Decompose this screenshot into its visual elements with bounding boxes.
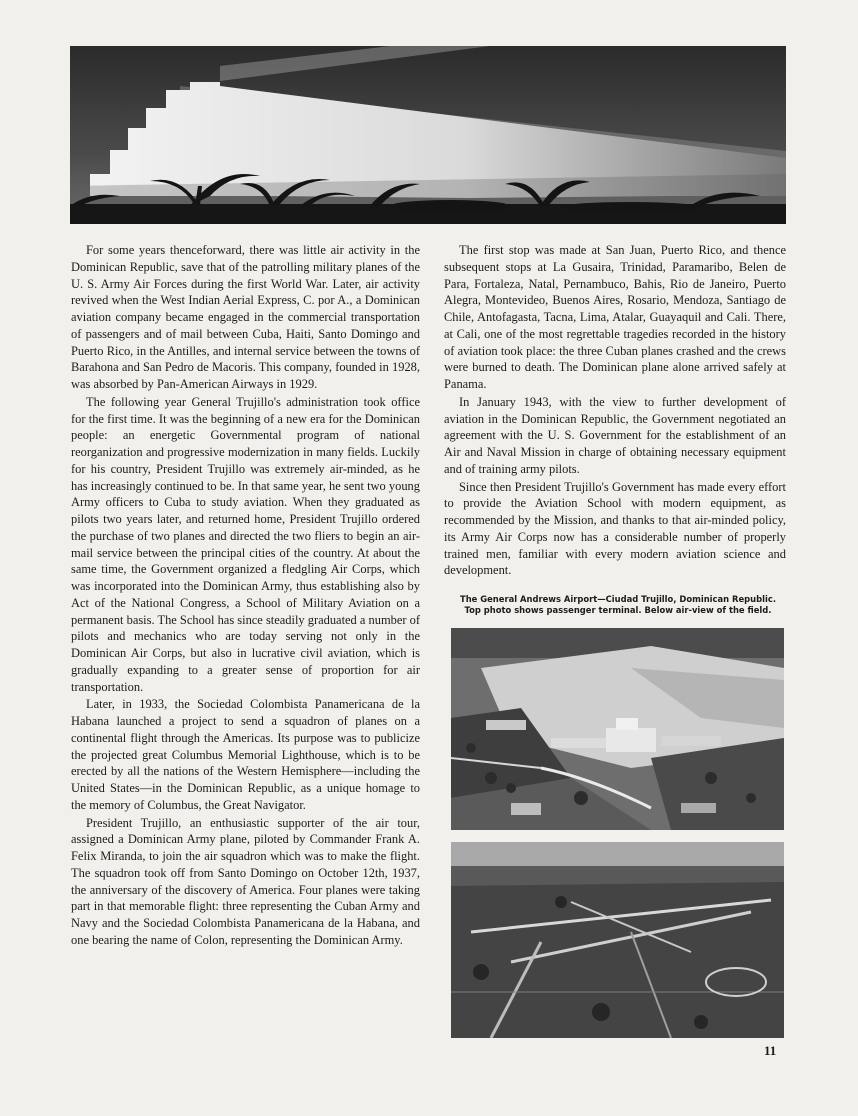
- field-aerial-image: [451, 842, 784, 1038]
- paragraph: The first stop was made at San Juan, Puerto Rico, and thence subsequent stops at La Gusaira, Trinidad, Paramaribo, Belen de Para, Fortaleza, Natal, Pernambuco, Bahis, Rio de Janeiro, Puerto Alegra, Montevideo, Buenos Aires, Rosario, Mendoza, Santiago de Chile, Antofagasta, Tacna, Lima, Atalar, Guayaquil and Cali. There, at Cali, one of the most regrettable tragedies recorded in the history of aviation took place: the three Cuban planes crashed and the crews were burned to death. The Dominican plane alone arrived safely at Panama.: [444, 243, 786, 391]
- lighthouse-palms-image: [70, 46, 786, 224]
- paragraph: For some years thenceforward, there was little air activity in the Dominican Republic, save that of the patrolling military planes of the U. S. Army Air Forces during the first World War. Later, air activity revived when the West Indian Aerial Express, C. por A., a Dominican aviation company became engaged in the commercial transportation of passengers and of mail between Cuba, Haiti, Santo Domingo and Puerto Rico, in the Antilles, and internal service between the towns of Barahona and San Pedro de Macoris. This company, founded in 1928, was absorbed by Pan-American Airways in 1929.: [71, 243, 420, 391]
- terminal-aerial-image: [451, 628, 784, 830]
- caption-line: The General Andrews Airport—Ciudad Trujillo, Dominican Republic.: [459, 594, 776, 604]
- caption-line: Top photo shows passenger terminal. Below air-view of the field.: [464, 605, 772, 615]
- left-column: [71, 242, 420, 950]
- right-column: [444, 242, 786, 580]
- terminal-photo: [451, 628, 784, 830]
- field-photo: [451, 842, 784, 1038]
- paragraph: Since then President Trujillo's Government has made every effort to provide the Aviation School with modern equipment, as recommended by the Mission, and thanks to that air-minded policy, its Army Air Corps now has a considerable number of properly trained men, familiar with every modern aviation science and development.: [444, 479, 786, 578]
- header-photo: [70, 46, 786, 224]
- paragraph: The following year General Trujillo's administration took office for the first time. It was the beginning of a new era for the Dominican people: an energetic Governmental program of national reorganization and progressive modernization in many fields. Luckily for his country, President Trujillo was extremely air-minded, as he has increasingly continued to be. In that same year, he sent two young Army officers to Cuba to study aviation. When they graduated as pilots two years later, and returned home, President Trujillo ordered the purchase of two planes and directed the two fliers to begin an air-mail service between the principal cities of the country. At about the same time, the Government organized a fledgling Air Corps, which was incorporated into the Dominican Army, thus establishing also by Act of the National Congress, a School of Military Aviation on a permanent basis. The School has since steadily graduated a number of pilots and mechanics who are today serving not only in the Dominican Air Corps, but also in lucrative civil aviation, which is gradually expanding to a greater sense of proportion for air transportation.: [71, 394, 420, 694]
- page-number: 11: [764, 1043, 777, 1058]
- paragraph: Later, in 1933, the Sociedad Colombista Panamericana de la Habana launched a project to send a squadron of planes on a continental flight through the Americas. Its purpose was to publicize the projected great Columbus Memorial Lighthouse, which is to be erected by all the nations of the Western Hemisphere—including the United States—in the Dominican Republic, as a unique homage to the memory of Columbus, the Great Navigator.: [71, 697, 420, 812]
- photo-caption: [448, 594, 788, 616]
- paragraph: In January 1943, with the view to further development of aviation in the Dominican Republic, the Government negotiated an agreement with the U. S. Government for the establishment of an Air and Naval Mission in charge of obtaining necessary equipment and of training army pilots.: [444, 394, 786, 476]
- paragraph: President Trujillo, an enthusiastic supporter of the air tour, assigned a Dominican Army plane, piloted by Commander Frank A. Felix Miranda, to join the air squadron which was to make the flight. The squadron took off from Santo Domingo on October 12th, 1937, the anniversary of the discovery of America. Four planes were taking part in that memorable flight: three representing the Cuban Army and Navy and the Sociedad Colombista Panamericana de la Habana, and one bearing the name of Colon, representing the Dominican Army.: [71, 815, 420, 947]
